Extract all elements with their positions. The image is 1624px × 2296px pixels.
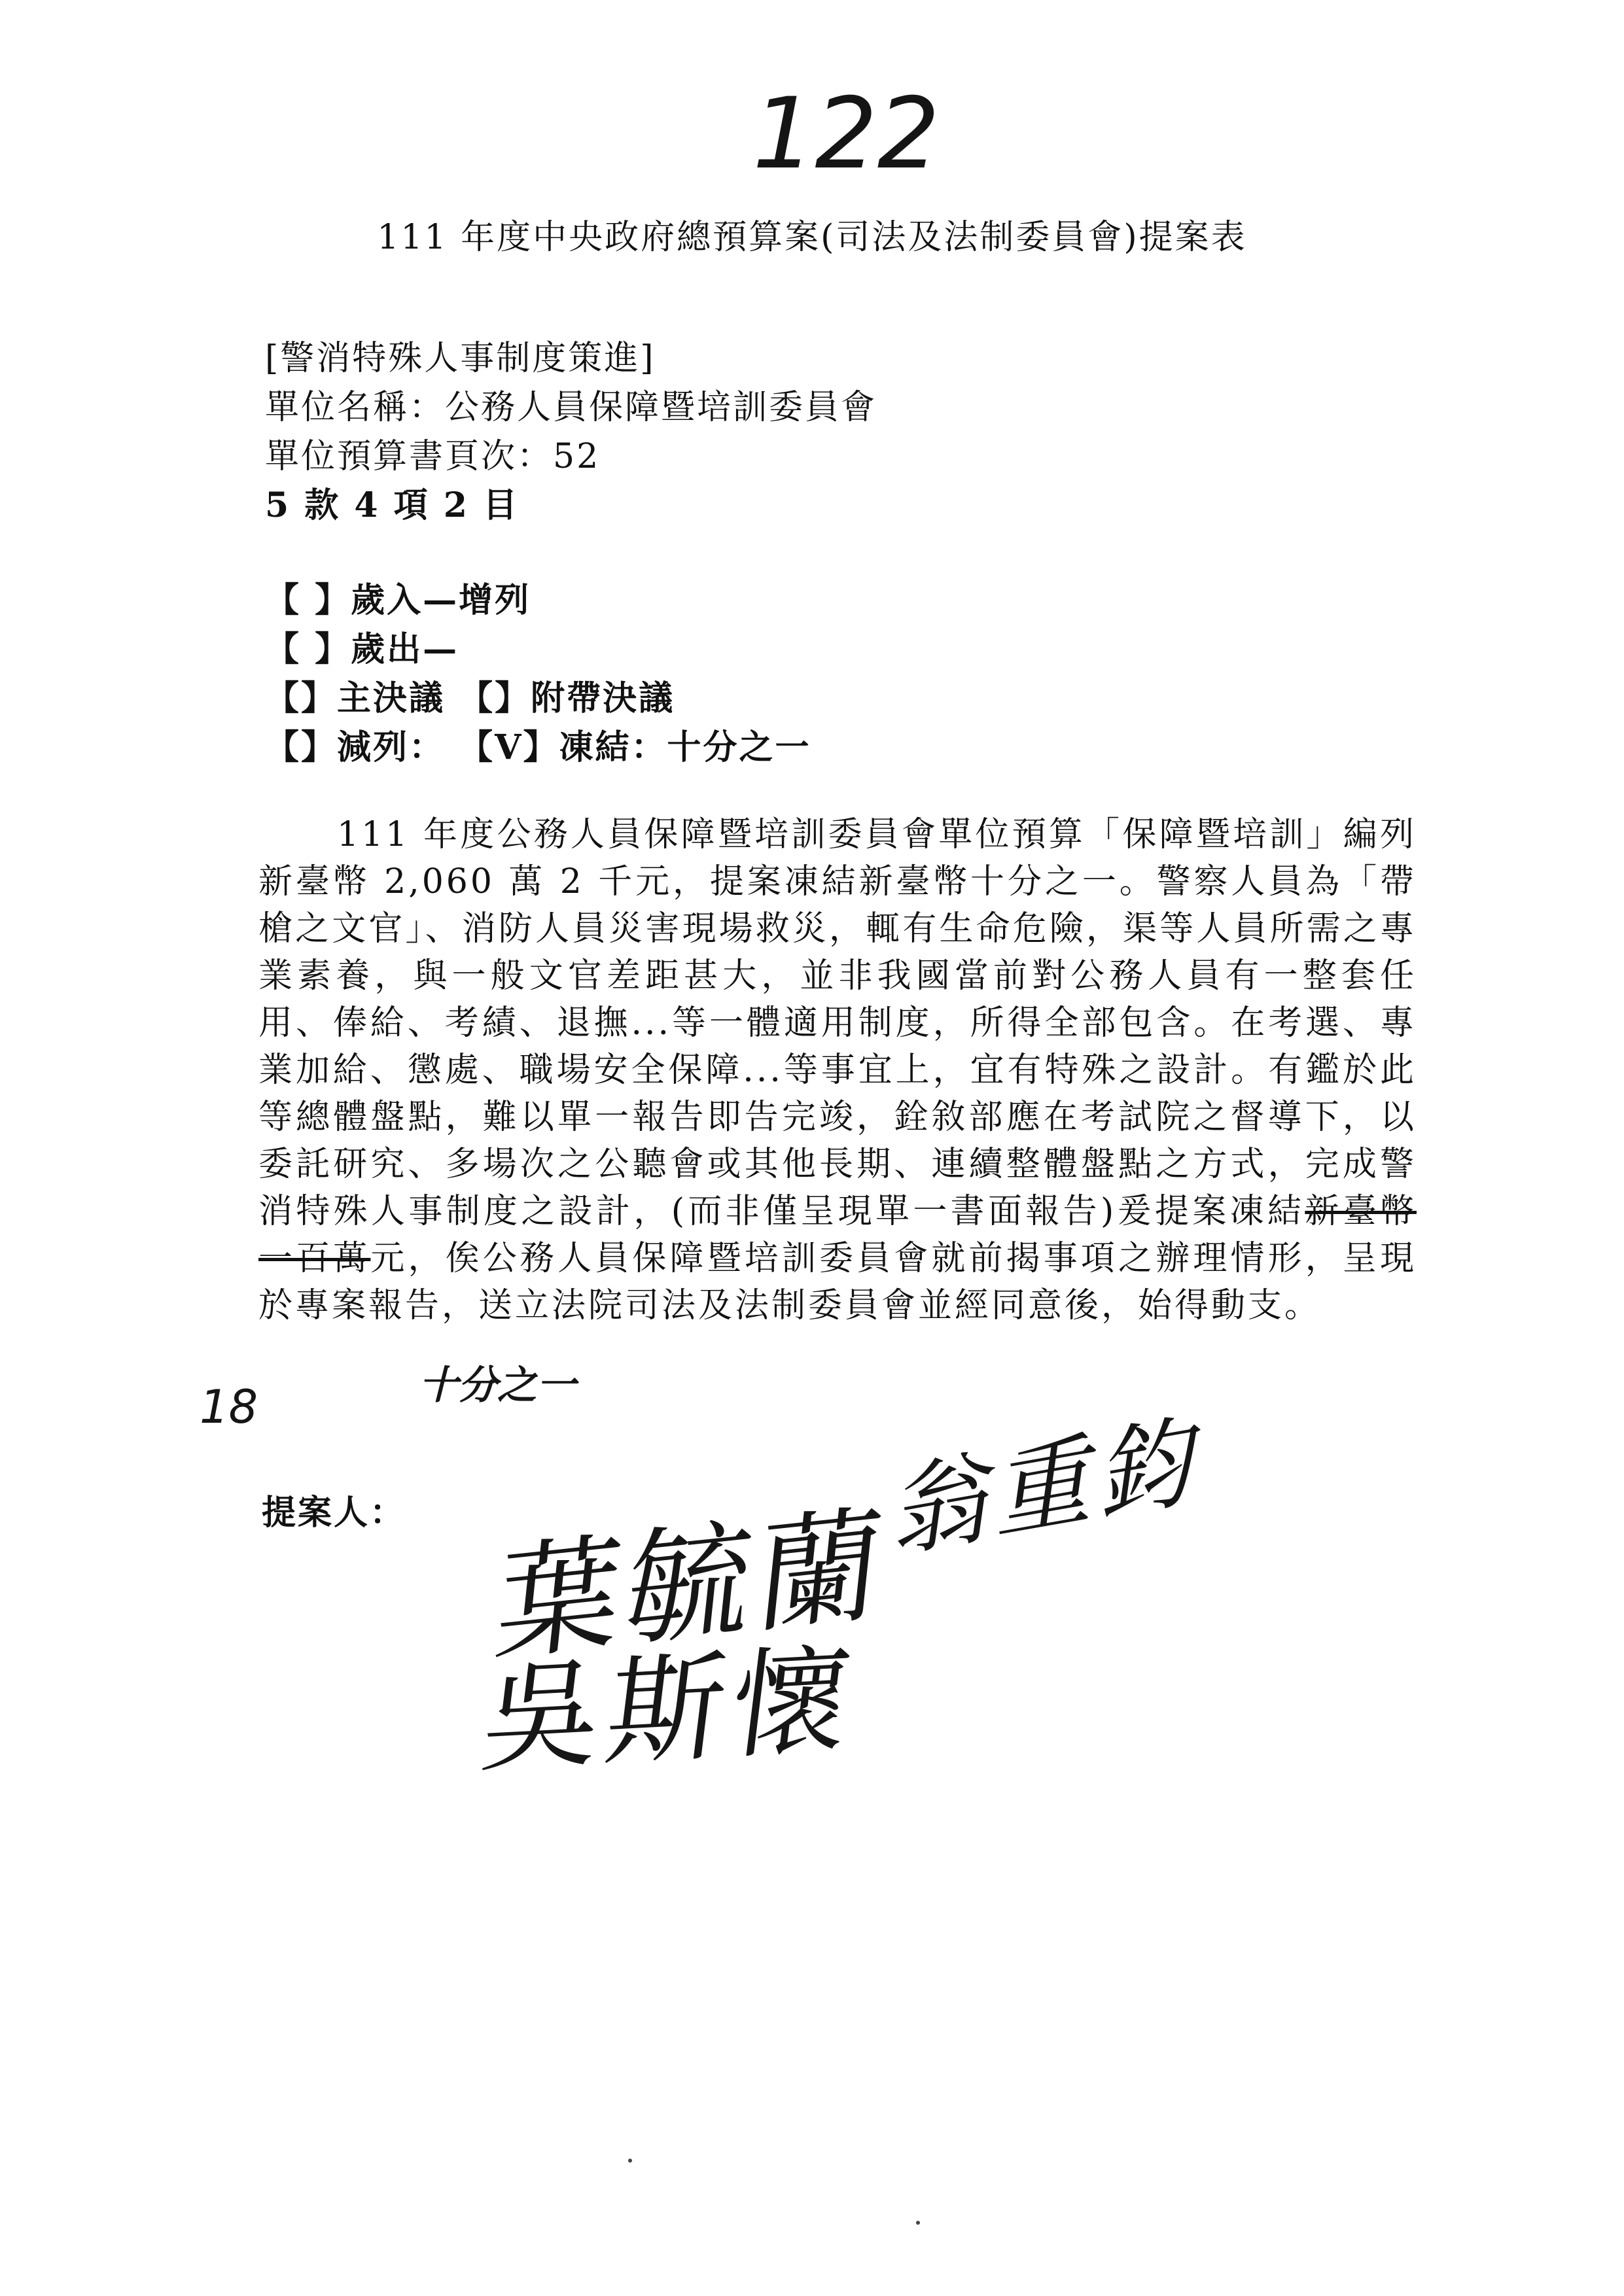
body-part-1: 111 年度公務人員保障暨培訓委員會單位預算「保障暨培訓」編列新臺幣 2,060 萬 2 千元，提案凍結新臺幣十分之一。警察人員為「帶槍之文官」、消防人員災害現場救災，輒有生命危險，渠等人員所需之專業素養，與一般文官差距甚大，並非我國當前對公務人員有一整套任用、俸給、考績、退撫...等一體適用制度，所得全部包含。在考選、專業加給、懲處、職場安全保障...等事宜上，宜有特殊之設計。有鑑於此等總體盤點，難以單一報告即告完竣，銓敘部應在考試院之督導下，以委託研究、多場次之公聽會或其他長期、連續整體盤點之方式，完成警消特殊人事制度之設計，(而非僅呈現單一書面報告)爰提案凍結 — [258, 815, 1417, 1231]
signature-3: 吳斯懷 — [474, 1631, 864, 1789]
handwritten-page-number: 122 — [752, 77, 940, 191]
proposer-label: 提案人： — [262, 1493, 406, 1533]
option-resolution-type: 【】主決議 【】附帶決議 — [265, 678, 675, 718]
signature-2: 翁重鈞 — [889, 1400, 1216, 1573]
unit-name: 單位名稱：公務人員保障暨培訓委員會 — [265, 388, 877, 427]
item-code: 5 款 4 項 2 目 — [265, 485, 520, 525]
struck-text: 新臺幣一百萬 — [258, 1192, 1417, 1278]
scan-speck — [916, 2221, 920, 2225]
document-title: 111 年度中央政府總預算案(司法及法制委員會)提案表 — [377, 218, 1247, 257]
topic-heading: [警消特殊人事制度策進] — [265, 339, 656, 378]
handwritten-correction: 十分之一 — [419, 1363, 576, 1408]
option-cut-freeze: 【】減列： 【V】凍結：十分之一 — [265, 727, 811, 767]
body-part-2: 元，俟公務人員保障暨培訓委員會就前揭事項之辦理情形，呈現於專案報告，送立法院司法及法制委員會並經同意後，始得動支。 — [258, 1239, 1417, 1325]
scan-speck — [628, 2159, 632, 2163]
budget-page: 單位預算書頁次：52 — [265, 437, 601, 476]
option-expenditure: 【 】歲出— — [265, 629, 459, 669]
proposal-body — [258, 811, 1417, 1329]
option-revenue-increase: 【 】歲入—增列 — [265, 580, 531, 620]
handwritten-margin-number: 18 — [200, 1380, 258, 1434]
signature-1: 葉毓蘭 — [489, 1491, 896, 1679]
